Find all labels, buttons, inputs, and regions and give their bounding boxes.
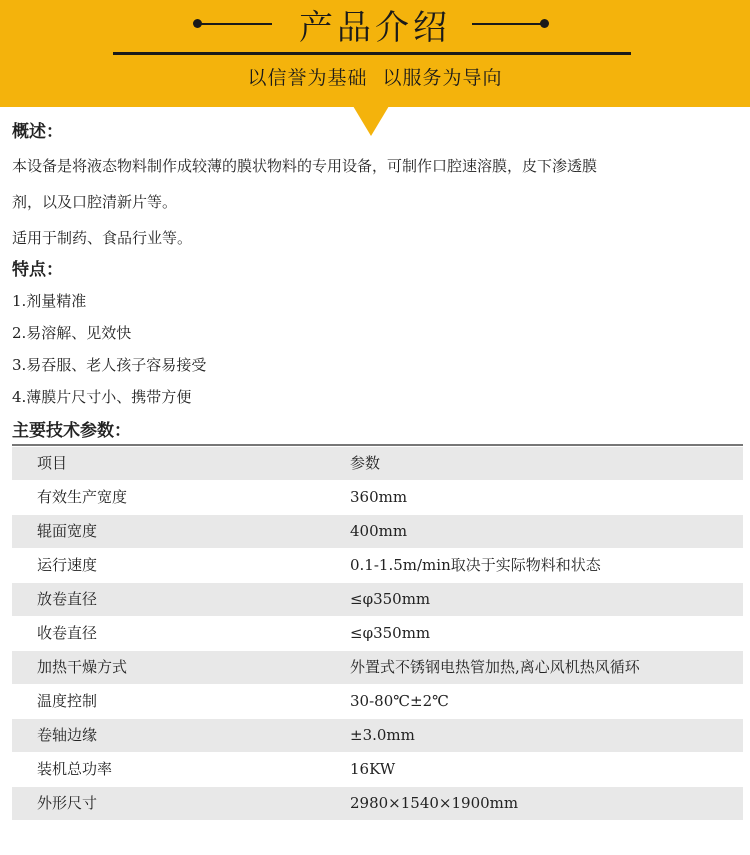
features-heading: 特点： — [12, 260, 63, 280]
table-row — [12, 787, 743, 820]
header-item: 项目 — [37, 454, 68, 472]
row-value: 2980×1540×1900mm — [350, 794, 519, 812]
table-row — [12, 583, 743, 616]
header-banner — [0, 0, 750, 107]
row-item: 有效生产宽度 — [37, 488, 128, 506]
row-value: 外置式不锈钢电热管加热,离心风机热风循环 — [350, 658, 640, 676]
table-row — [12, 617, 743, 650]
table-row — [12, 515, 743, 548]
row-item: 加热干燥方式 — [37, 658, 128, 676]
right-dot-ornament — [540, 19, 549, 28]
specs-heading: 主要技术参数： — [12, 421, 131, 441]
row-item: 卷轴边缘 — [37, 726, 98, 744]
overview-line-1: 本设备是将液态物料制作成较薄的膜状物料的专用设备，可制作口腔速溶膜，皮下渗透膜 — [12, 157, 598, 175]
table-row — [12, 481, 743, 514]
banner-divider — [113, 52, 631, 55]
table-top-rule — [12, 444, 743, 446]
row-value: ±3.0mm — [350, 726, 415, 744]
row-value: ≤φ350mm — [350, 590, 431, 608]
slogan: 以信誉为基础 以服务为导向 — [247, 67, 503, 89]
row-item: 装机总功率 — [37, 760, 113, 778]
row-value: 16KW — [350, 760, 396, 778]
row-value: 30-80℃±2℃ — [350, 692, 449, 710]
overview-line-3: 适用于制药、食品行业等。 — [12, 229, 193, 247]
table-row — [12, 685, 743, 718]
row-item: 外形尺寸 — [37, 794, 98, 812]
table-header-row — [12, 447, 743, 480]
row-item: 温度控制 — [37, 692, 98, 710]
feature-item: 3.易吞服、老人孩子容易接受 — [12, 356, 207, 374]
table-row — [12, 719, 743, 752]
header-value: 参数 — [350, 454, 381, 472]
row-item: 运行速度 — [37, 556, 98, 574]
row-item: 辊面宽度 — [37, 522, 98, 540]
row-value: 0.1-1.5m/min取决于实际物料和状态 — [350, 556, 601, 574]
overview-line-2: 剂，以及口腔清新片等。 — [12, 193, 178, 211]
row-value: 400mm — [350, 522, 408, 540]
table-row — [12, 753, 743, 786]
feature-item: 4.薄膜片尺寸小、携带方便 — [12, 388, 192, 406]
feature-item: 2.易溶解、见效快 — [12, 324, 132, 342]
banner-pointer — [353, 106, 389, 136]
page-title: 产品介绍 — [299, 8, 451, 48]
table-row — [12, 651, 743, 684]
row-value: 360mm — [350, 488, 408, 506]
feature-item: 1.剂量精准 — [12, 292, 87, 310]
right-line-ornament — [472, 23, 544, 25]
overview-heading: 概述： — [12, 122, 63, 142]
row-item: 收卷直径 — [37, 624, 98, 642]
row-value: ≤φ350mm — [350, 624, 431, 642]
row-item: 放卷直径 — [37, 590, 98, 608]
table-row — [12, 549, 743, 582]
